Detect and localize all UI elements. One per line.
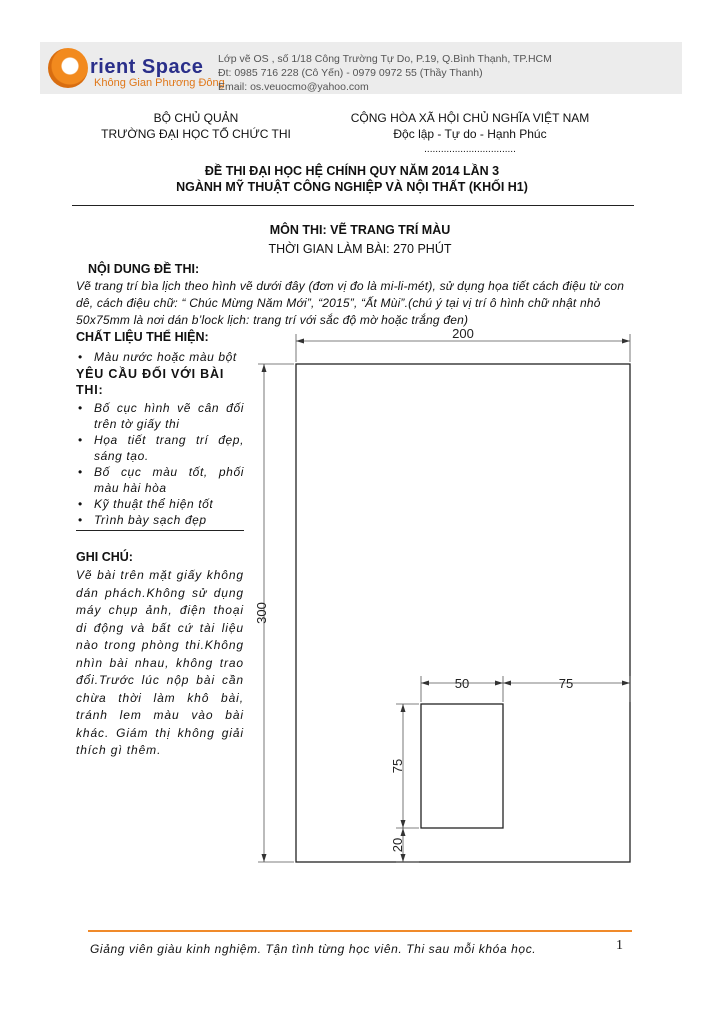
material-list xyxy=(76,349,244,365)
country-name: CỘNG HÒA XÃ HỘI CHỦ NGHĨA VIỆT NAM xyxy=(350,111,590,125)
contact-email: Email: os.veuocmo@yahoo.com xyxy=(218,81,369,93)
motto: Độc lập - Tự do - Hạnh Phúc xyxy=(393,127,547,141)
motto-dots: ................................. xyxy=(424,144,516,155)
footer-text: Giảng viên giàu kinh nghiệm. Tận tình từng học viên. Thi sau mỗi khóa học. xyxy=(90,942,537,956)
list-item: • Họa tiết trang trí đẹp, sáng tạo. xyxy=(76,432,244,464)
logo-name: rient Space xyxy=(90,56,204,78)
list-item: • Bố cục hình vẽ cân đối trên tờ giấy thi xyxy=(76,400,244,432)
list-item: • Màu nước hoặc màu bột xyxy=(76,349,244,365)
dim-outer-width: 200 xyxy=(452,326,474,341)
footer-divider xyxy=(88,930,632,932)
exam-duration: THỜI GIAN LÀM BÀI: 270 PHÚT xyxy=(268,242,452,256)
ministry-block xyxy=(86,110,306,142)
dim-inner-height: 75 xyxy=(390,758,405,774)
logo-o-icon xyxy=(48,48,88,88)
content-body: Vẽ trang trí bìa lịch theo hình vẽ dưới đây (đơn vị đo là mi-li-mét), sử dụng họa tiết cách điệu từ con dê, cách điệu chữ: “ Chúc Mừng Năm Mới”, “2015”, “Ất Mùi”.(chú ý tại vị trí ô hình chữ nhật nhỏ 50x75mm là nơi dán b’lock lịch: trang trí với sắc độ mờ hoặc trắng đen) xyxy=(76,279,625,327)
dimension-lines xyxy=(258,334,630,862)
page-number: 1 xyxy=(616,938,623,953)
notes-heading: GHI CHÚ: xyxy=(76,550,133,564)
title-divider xyxy=(72,205,634,206)
list-item: • Trình bày sạch đẹp xyxy=(76,512,244,528)
dim-outer-height: 300 xyxy=(254,602,269,624)
list-item: • Kỹ thuật thể hiện tốt xyxy=(76,496,244,512)
requirements-heading: YÊU CẦU ĐỐI VỚI BÀI THI: xyxy=(76,367,225,397)
left-divider xyxy=(76,530,244,531)
dim-right-gap: 75 xyxy=(558,676,574,691)
left-column xyxy=(76,329,244,760)
logo-tagline: Không Gian Phương Đông xyxy=(94,77,225,89)
outer-rectangle xyxy=(296,364,630,862)
dim-inner-width: 50 xyxy=(454,676,470,691)
dim-bottom-gap: 20 xyxy=(390,837,405,853)
block-rectangle xyxy=(421,704,503,828)
university-label: TRƯỜNG ĐẠI HỌC TỔ CHỨC THI xyxy=(101,127,291,141)
contact-phone: Đt: 0985 716 228 (Cô Yến) - 0979 0972 55 (Thầy Thanh) xyxy=(218,67,483,79)
logo xyxy=(44,44,225,94)
exam-title-line2: NGÀNH MỸ THUẬT CÔNG NGHIỆP VÀ NỘI THẤT (KHỐI H1) xyxy=(176,180,528,194)
contact-info xyxy=(218,52,552,94)
content-heading: NỘI DUNG ĐỀ THI: xyxy=(88,262,200,276)
notes-body: Vẽ bài trên mặt giấy không dán phách.Không sử dụng máy chụp ảnh, điện thoại di động và bất cứ tài liệu nào trong phòng thi.Không nhìn bài nhau, không trao đổi.Trước lúc nộp bài cần chừa thời làm khô bài, tránh lem màu vào bài khác. Giám thị không giải thích gì thêm. xyxy=(76,568,244,757)
list-item: • Bố cục màu tốt, phối màu hài hòa xyxy=(76,464,244,496)
subject-title: MÔN THI: VẼ TRANG TRÍ MÀU xyxy=(269,223,451,237)
dimension-arrows xyxy=(262,339,631,863)
exam-title xyxy=(72,163,632,195)
national-motto xyxy=(330,110,610,158)
exam-title-line1: ĐỀ THI ĐẠI HỌC HỆ CHÍNH QUY NĂM 2014 LẦN 3 xyxy=(204,164,500,178)
material-heading: CHẤT LIỆU THỂ HIỆN: xyxy=(76,330,209,344)
ministry-label: BỘ CHỦ QUẢN xyxy=(153,111,239,125)
requirements-list xyxy=(76,400,244,528)
contact-address: Lớp vẽ OS , số 1/18 Công Trường Tự Do, P.19, Q.Bình Thạnh, TP.HCM xyxy=(218,53,552,65)
